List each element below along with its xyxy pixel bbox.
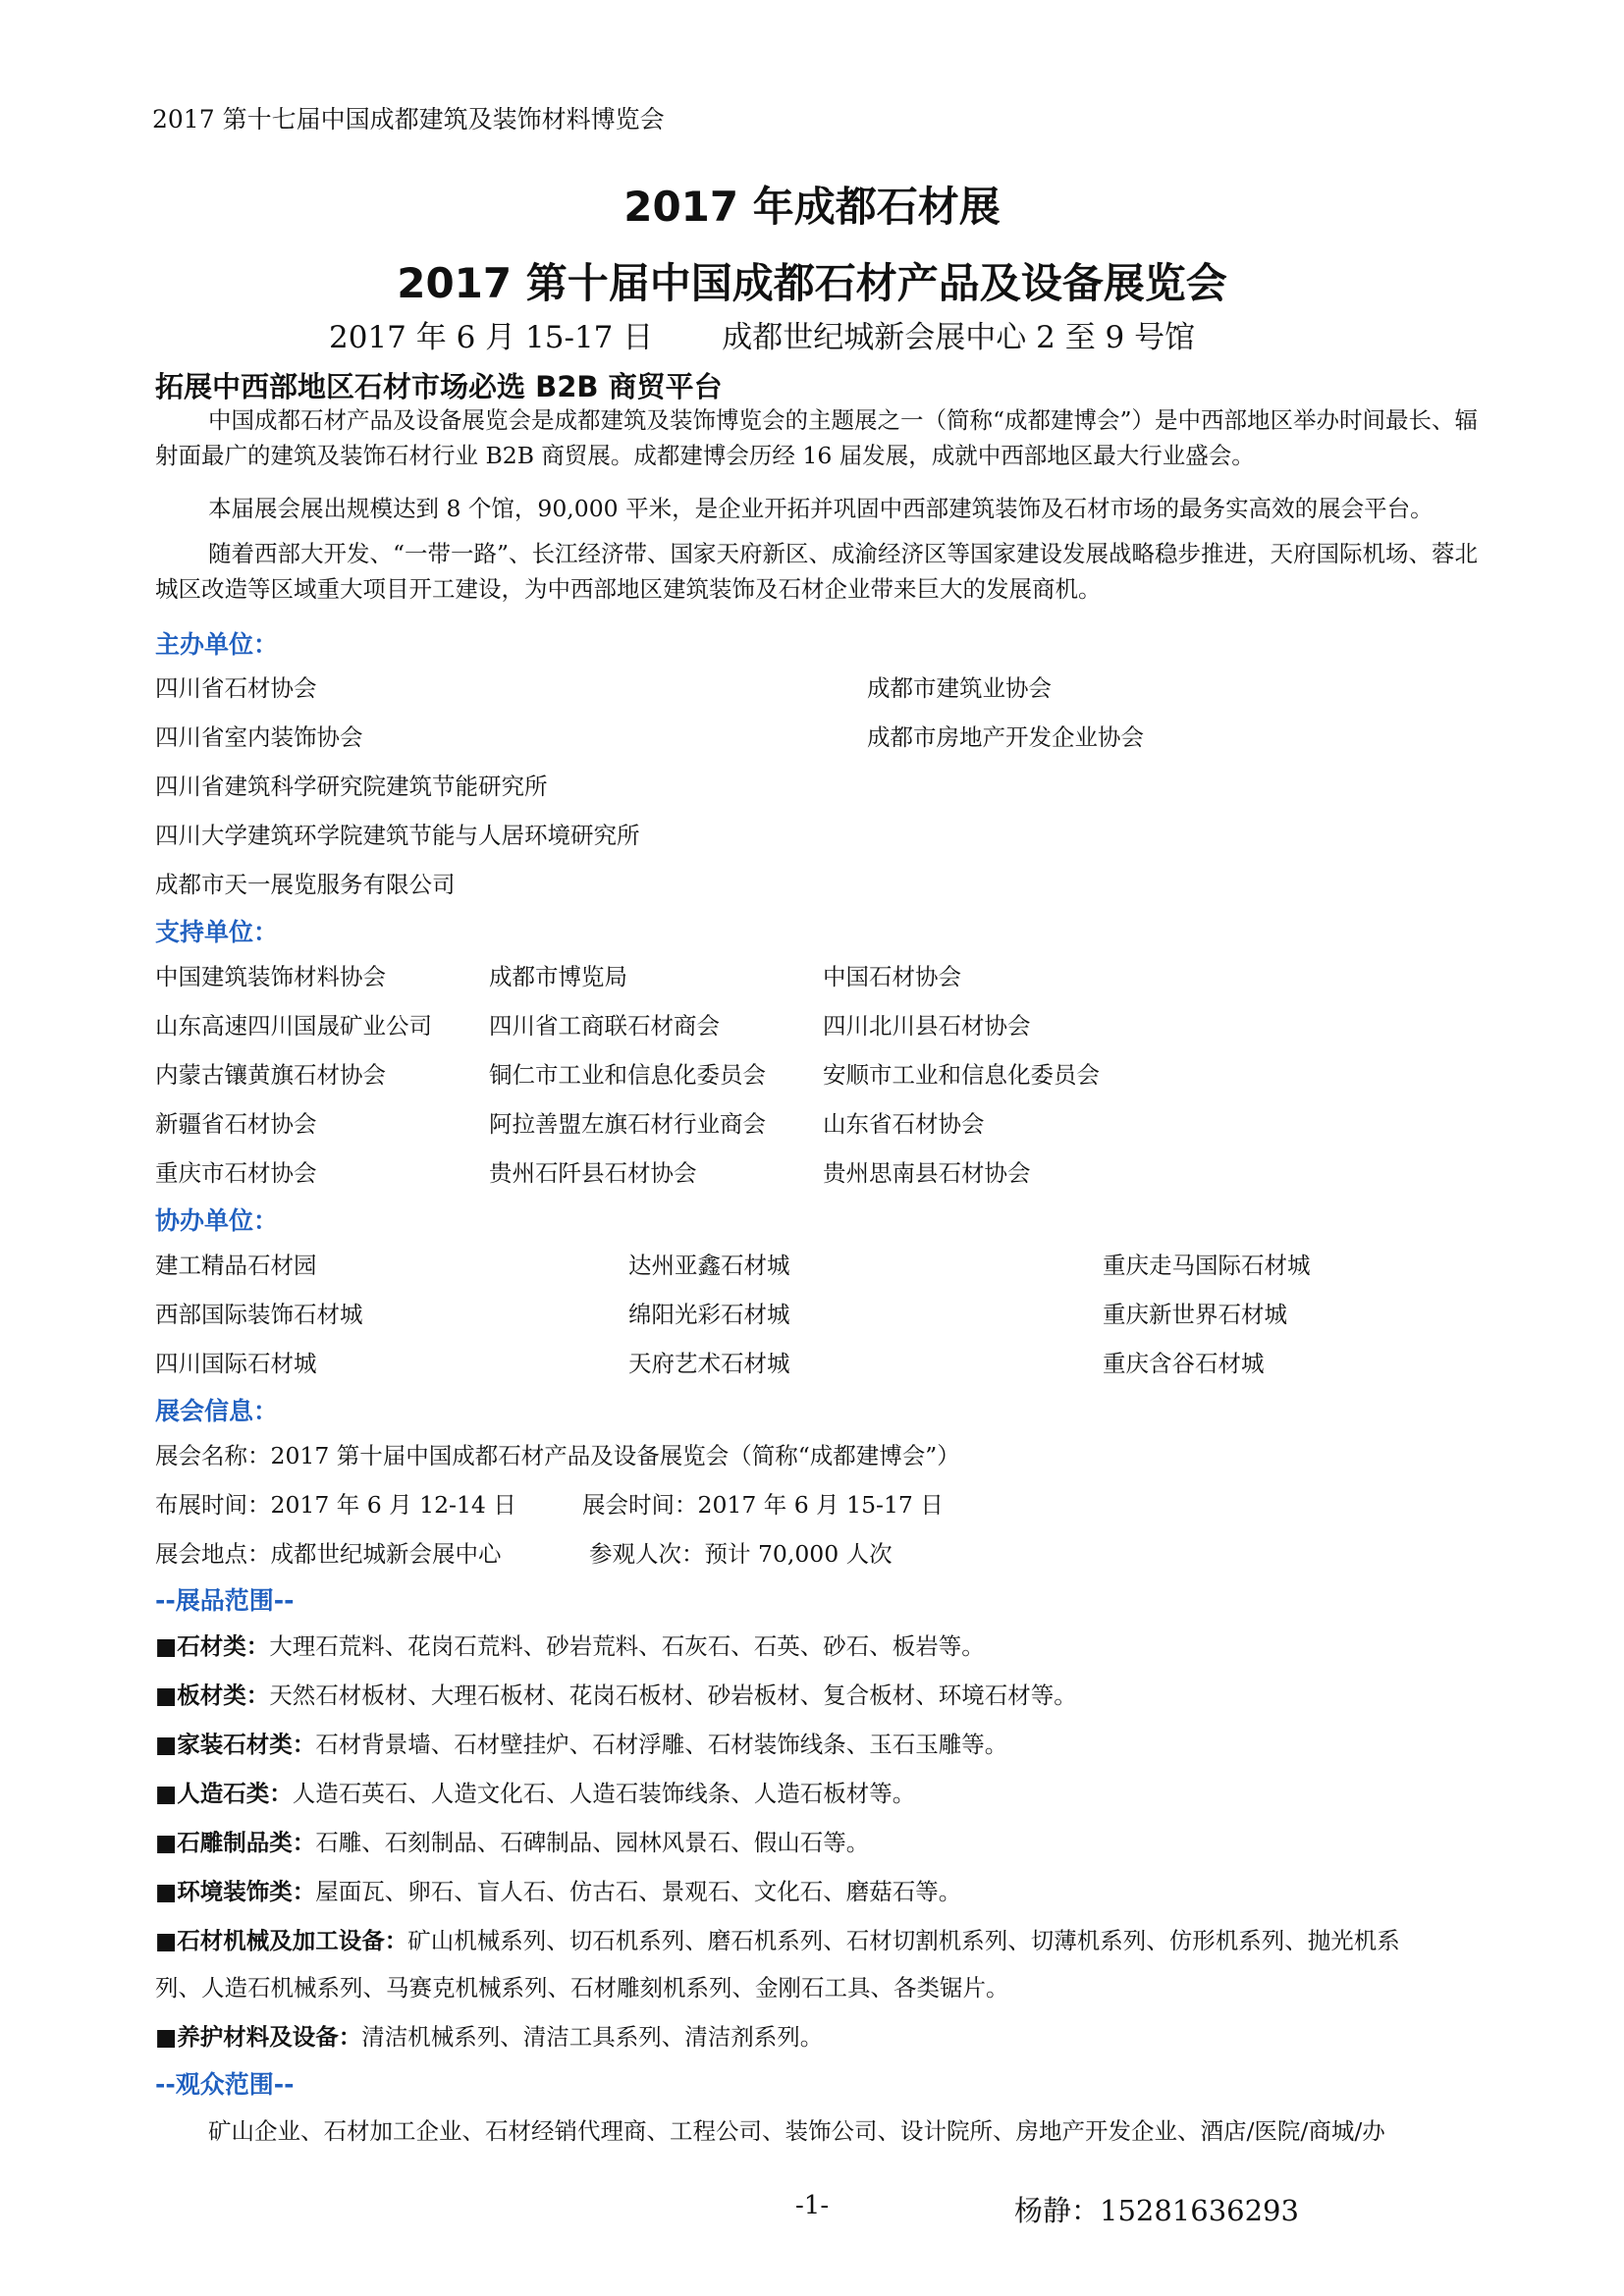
supporter-item: 重庆市石材协会 <box>155 1159 317 1187</box>
co-organizer-item: 绵阳光彩石材城 <box>628 1301 790 1328</box>
info-visitors: 参观人次：预计 70,000 人次 <box>589 1540 893 1568</box>
exhibit-category-continued <box>155 1969 1009 2002</box>
intro-paragraph-3: 随着西部大开发、“一带一路”、长江经济带、国家天府新区、成渝经济区等国家建设发展战略稳步推进，天府国际机场、蓉北城区改造等区域重大项目开工建设，为中西部地区建筑装饰及石材企业带来巨大的发展商机。 <box>155 540 1479 603</box>
exhibit-category-label: ■石材类： <box>155 1632 270 1660</box>
audience-heading: --观众范围-- <box>155 2070 295 2099</box>
co-organizer-item: 西部国际装饰石材城 <box>155 1301 363 1328</box>
organizer-item: 四川省石材协会 <box>155 674 317 702</box>
supporter-item: 中国石材协会 <box>823 963 961 990</box>
exhibit-category-text: 屋面瓦、卵石、盲人石、仿古石、景观石、文化石、磨菇石等。 <box>315 1878 962 1905</box>
supporter-item: 内蒙古镶黄旗石材协会 <box>155 1061 386 1089</box>
co-organizer-item: 重庆走马国际石材城 <box>1103 1252 1311 1279</box>
supporter-item: 山东高速四川国晟矿业公司 <box>155 1012 432 1040</box>
exhibit-category-text: 列、人造石机械系列、马赛克机械系列、石材雕刻机系列、金刚石工具、各类锯片。 <box>155 1974 1009 2002</box>
supporter-item: 四川省工商联石材商会 <box>489 1012 720 1040</box>
exhibit-category-text: 大理石荒料、花岗石荒料、砂岩荒料、石灰石、石英、砂石、板岩等。 <box>269 1632 985 1660</box>
exhibit-category-text: 清洁机械系列、清洁工具系列、清洁剂系列。 <box>361 2023 824 2051</box>
exhibit-category-label: ■石材机械及加工设备： <box>155 1927 408 1954</box>
supporter-item: 中国建筑装饰材料协会 <box>155 963 386 990</box>
exhibit-category <box>155 1922 1400 1955</box>
main-title: 2017 年成都石材展 <box>623 183 1001 231</box>
exhibit-category-label: ■人造石类： <box>155 1780 293 1807</box>
supporter-item: 成都市博览局 <box>489 963 627 990</box>
supporter-item: 阿拉善盟左旗石材行业商会 <box>489 1110 766 1138</box>
co-organizers-heading: 协办单位： <box>155 1206 279 1235</box>
page-header: 2017 第十七届中国成都建筑及装饰材料博览会 <box>152 105 665 133</box>
info-name: 展会名称：2017 第十届中国成都石材产品及设备展览会（简称“成都建博会”） <box>155 1442 960 1469</box>
page-number: -1- <box>795 2191 830 2220</box>
audience-text: 矿山企业、石材加工企业、石材经销代理商、工程公司、装饰公司、设计院所、房地产开发企业、酒店/医院/商城/办 <box>208 2117 1385 2145</box>
supporter-item: 安顺市工业和信息化委员会 <box>823 1061 1100 1089</box>
organizer-item: 四川大学建筑环学院建筑节能与人居环境研究所 <box>155 822 640 849</box>
organizer-item: 成都市房地产开发企业协会 <box>867 723 1144 751</box>
supporter-item: 贵州石阡县石材协会 <box>489 1159 697 1187</box>
date-venue-line <box>329 312 1195 356</box>
co-organizer-item: 四川国际石材城 <box>155 1350 317 1377</box>
exhibit-category-text: 石雕、石刻制品、石碑制品、园林风景石、假山石等。 <box>315 1829 870 1856</box>
exhibit-category-label: ■石雕制品类： <box>155 1829 316 1856</box>
exhibit-category-text: 矿山机械系列、切石机系列、磨石机系列、石材切割机系列、切薄机系列、仿形机系列、抛光机系 <box>407 1927 1400 1954</box>
exhibit-category <box>155 1824 869 1857</box>
supporters-heading: 支持单位： <box>155 918 279 946</box>
exhibit-category-label: ■家装石材类： <box>155 1731 316 1758</box>
organizers-heading: 主办单位： <box>155 630 279 659</box>
exhibit-category-label: ■环境装饰类： <box>155 1878 316 1905</box>
supporter-item: 贵州思南县石材协会 <box>823 1159 1031 1187</box>
contact-info: 杨静：15281636293 <box>1014 2194 1299 2227</box>
organizer-item: 成都市天一展览服务有限公司 <box>155 871 456 898</box>
supporter-item: 四川北川县石材协会 <box>823 1012 1031 1040</box>
co-organizer-item: 达州亚鑫石材城 <box>628 1252 790 1279</box>
organizer-item: 四川省室内装饰协会 <box>155 723 363 751</box>
exhibit-category <box>155 1726 1007 1759</box>
exhibit-category <box>155 1628 985 1661</box>
exhibit-category-text: 人造石英石、人造文化石、人造石装饰线条、人造石板材等。 <box>292 1780 916 1807</box>
organizer-item: 四川省建筑科学研究院建筑节能研究所 <box>155 773 548 800</box>
info-setup-time: 布展时间：2017 年 6 月 12-14 日 <box>155 1491 516 1519</box>
exhibit-category <box>155 1677 1077 1710</box>
exhibit-category-text: 天然石材板材、大理石板材、花岗石板材、砂岩板材、复合板材、环境石材等。 <box>269 1682 1077 1709</box>
exhibit-category-label: ■板材类： <box>155 1682 270 1709</box>
co-organizer-item: 重庆新世界石材城 <box>1103 1301 1287 1328</box>
exhibit-category-label: ■养护材料及设备： <box>155 2023 362 2051</box>
supporter-item: 新疆省石材协会 <box>155 1110 317 1138</box>
co-organizer-item: 重庆含谷石材城 <box>1103 1350 1265 1377</box>
exhibition-date: 2017 年 6 月 15-17 日 <box>329 320 654 355</box>
exhibit-category <box>155 1775 915 1808</box>
exhibition-venue: 成都世纪城新会展中心 2 至 9 号馆 <box>722 320 1196 355</box>
info-show-time: 展会时间：2017 年 6 月 15-17 日 <box>582 1491 944 1519</box>
organizer-item: 成都市建筑业协会 <box>867 674 1052 702</box>
sub-title: 2017 第十届中国成都石材产品及设备展览会 <box>397 259 1227 307</box>
exhibit-category-text: 石材背景墙、石材壁挂炉、石材浮雕、石材装饰线条、玉石玉雕等。 <box>315 1731 1008 1758</box>
exhibit-category <box>155 1873 961 1906</box>
intro-paragraph-1: 中国成都石材产品及设备展览会是成都建筑及装饰博览会的主题展之一（简称“成都建博会”）是中西部地区举办时间最长、辐射面最广的建筑及装饰石材行业 B2B 商贸展。成都建博会历经 16 届发展，成就中西部地区最大行业盛会。 <box>155 406 1479 469</box>
info-location: 展会地点：成都世纪城新会展中心 <box>155 1540 502 1568</box>
co-organizer-item: 建工精品石材园 <box>155 1252 317 1279</box>
supporter-item: 山东省石材协会 <box>823 1110 985 1138</box>
supporter-item: 铜仁市工业和信息化委员会 <box>489 1061 766 1089</box>
info-heading: 展会信息： <box>155 1397 279 1425</box>
co-organizer-item: 天府艺术石材城 <box>628 1350 790 1377</box>
intro-paragraph-2: 本届展会展出规模达到 8 个馆，90,000 平米，是企业开拓并巩固中西部建筑装饰及石材市场的最务实高效的展会平台。 <box>208 495 1434 522</box>
tagline: 拓展中西部地区石材市场必选 B2B 商贸平台 <box>155 370 723 403</box>
exhibits-heading: --展品范围-- <box>155 1586 295 1615</box>
exhibit-category <box>155 2018 823 2052</box>
